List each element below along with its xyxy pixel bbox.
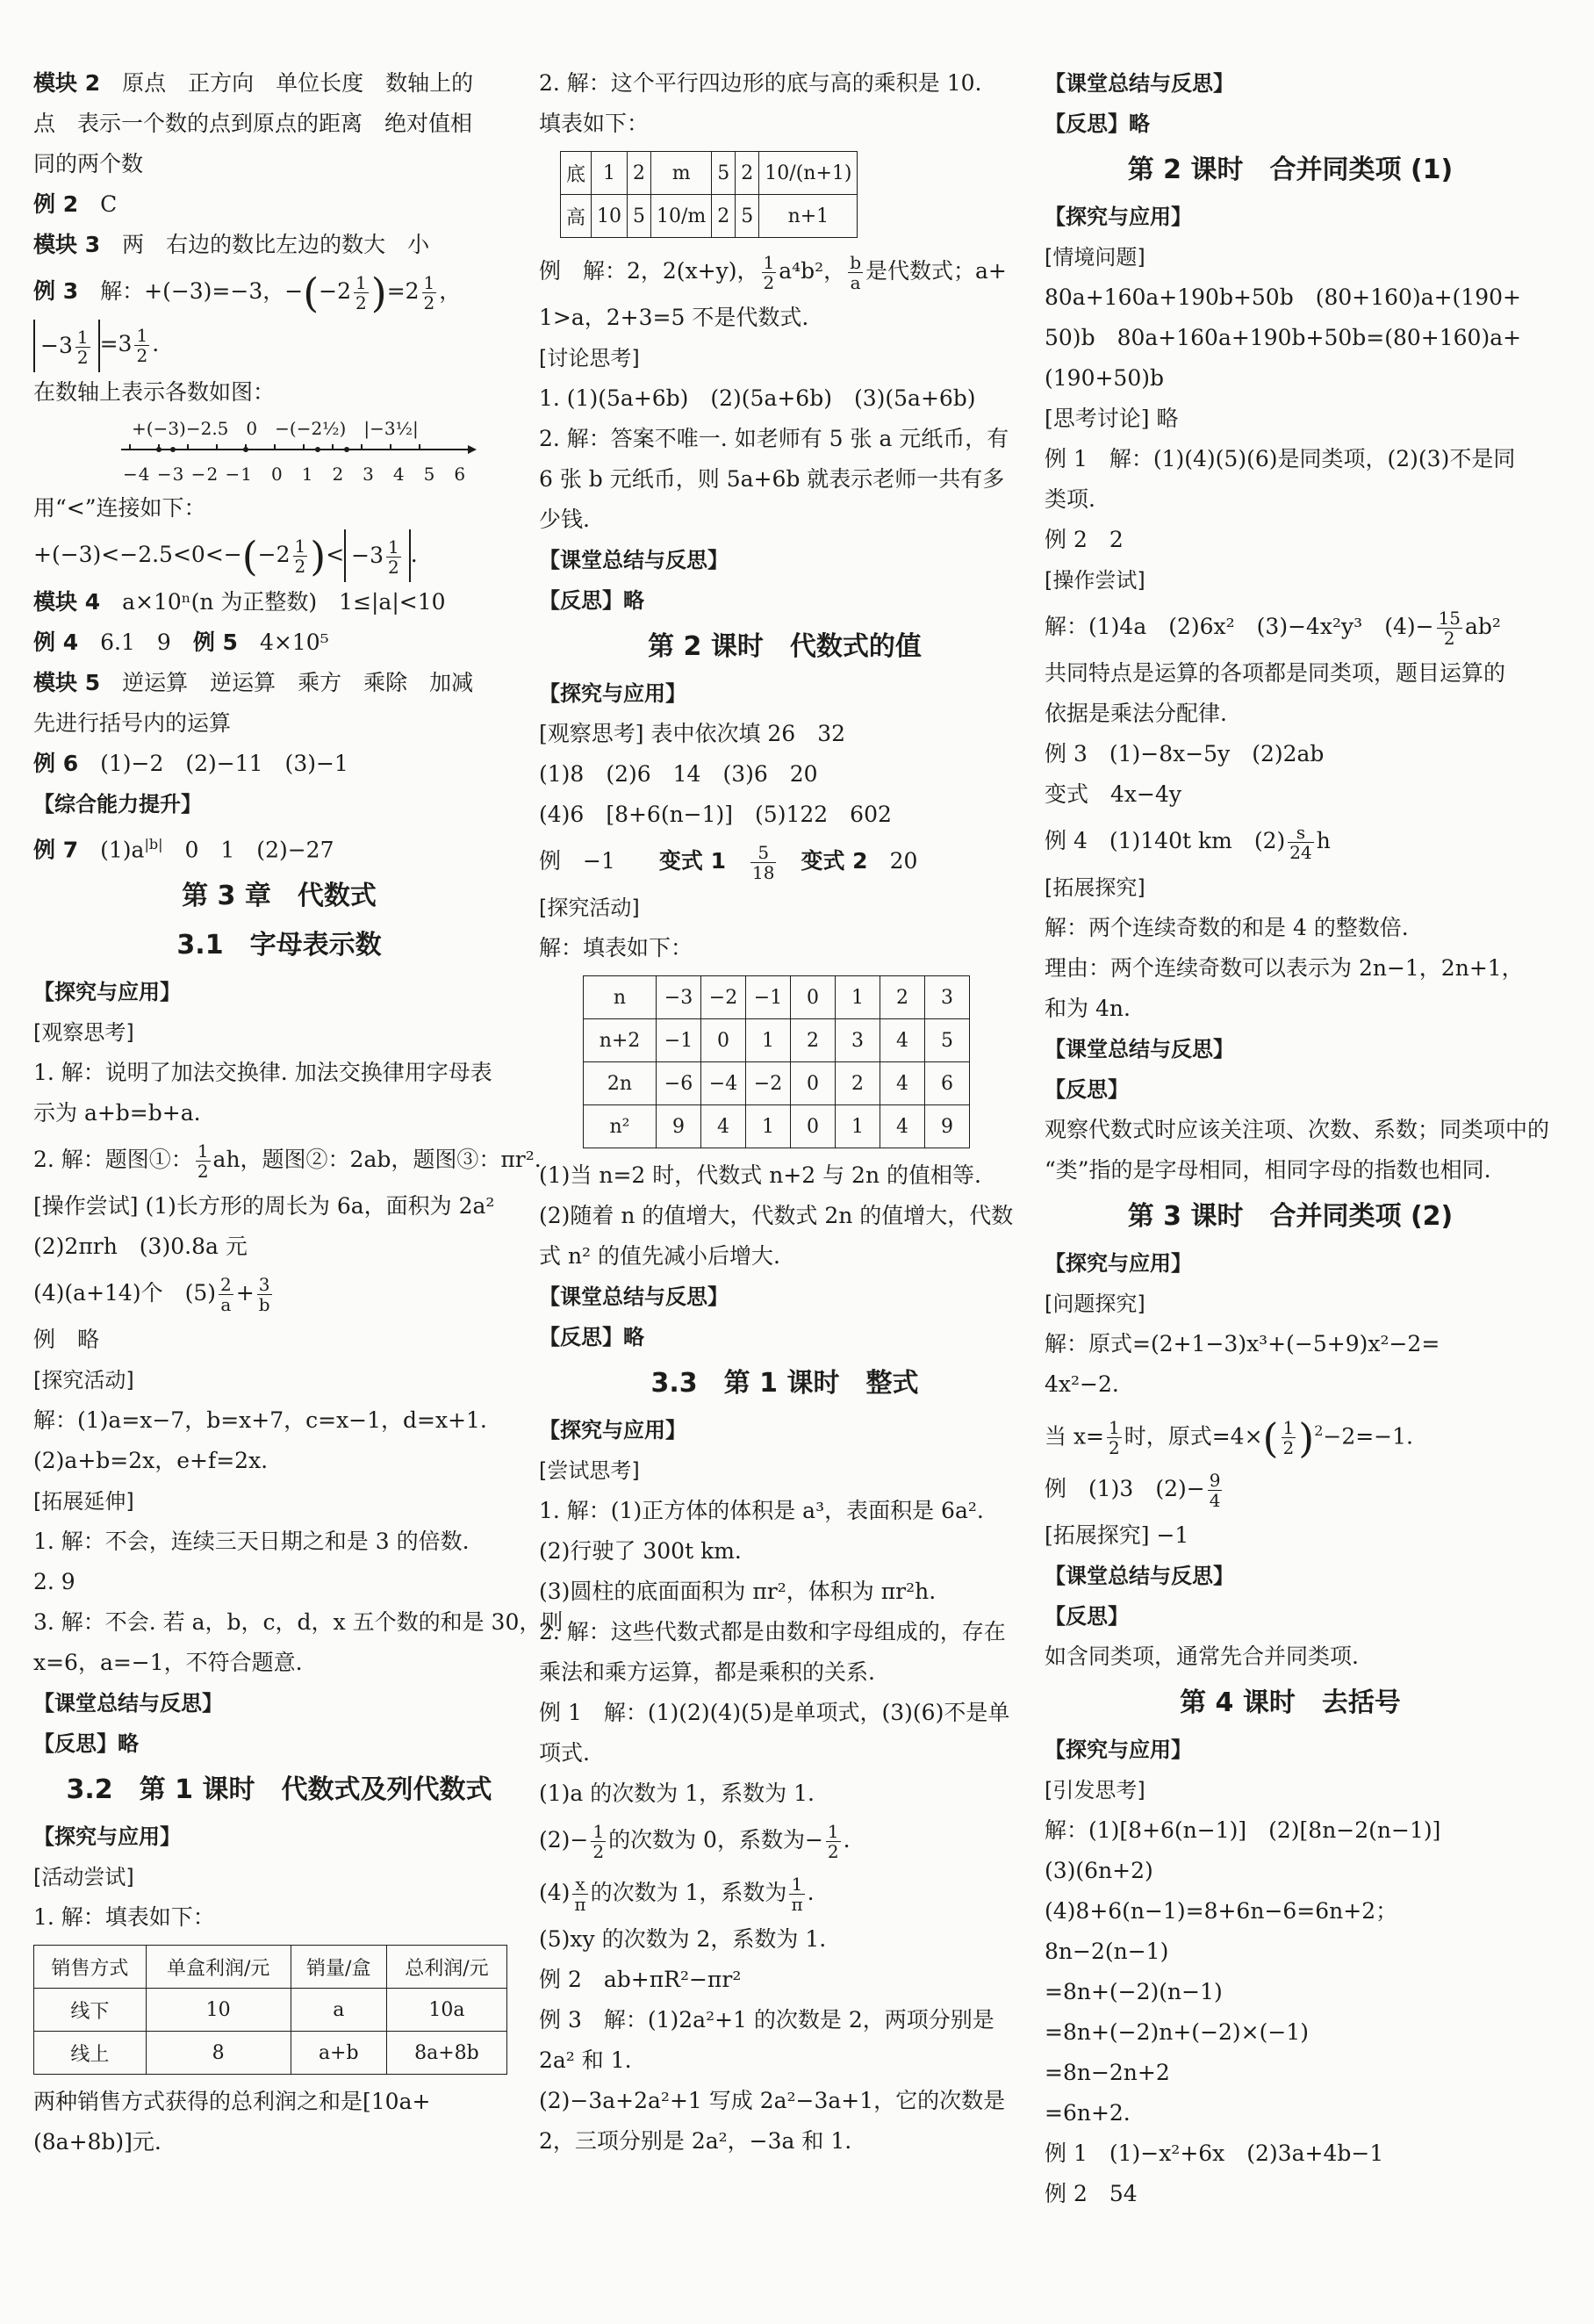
text-line: 3. 解：不会. 若 a，b，c，d，x 五个数的和是 30，则 [33, 1609, 564, 1636]
text-line: 80a+160a+190b+50b (80+160)a+(190+ [1045, 284, 1521, 310]
absolute-value: −3 $\frac{1}{2}$ [344, 529, 411, 582]
sub-bracket: [讨论思考] [539, 346, 640, 371]
table-row: 高 10 5 10/m 2 5 n+1 [561, 195, 858, 238]
fraction: $\frac{1}{2}$ [423, 272, 435, 313]
text-line: (2)−3a+2a²+1 写成 2a²−3a+1，它的次数是 [539, 2088, 1006, 2113]
sub-bracket: [观察思考] [33, 1020, 134, 1046]
text-line: 例 1 (1)−x²+6x (2)3a+4b−1 [1045, 2141, 1384, 2167]
text-line: =6n+2. [1045, 2100, 1131, 2126]
answer: 0 1 (2)−27 [184, 837, 334, 863]
text-line: 6 张 b 元纸币，则 5a+6b 就表示老师一共有多 [539, 466, 1005, 492]
text-line: 解：(1)[8+6(n−1)] (2)[8n−2(n−1)] [1045, 1817, 1441, 1844]
answer: (1)a [100, 837, 145, 863]
text-line: (2)随着 n 的值增大，代数式 2n 的值增大，代数 [539, 1203, 1014, 1228]
text-line: 例 2 2 [1045, 527, 1124, 552]
fraction: $\frac{1}{2}$ [197, 1140, 209, 1183]
text-line: 2a² 和 1. [539, 2047, 632, 2073]
text-line: 用“<”连接如下： [33, 494, 206, 521]
fraction: $\frac{2}{a}$ [220, 1274, 232, 1316]
fraction: $\frac{3}{b}$ [258, 1274, 270, 1316]
chapter-title: 第 3 章 代数式 [182, 881, 377, 912]
fraction: $\frac{5}{18}$ [752, 842, 775, 883]
text-line: (4)6 [8+6(n−1)] (5)122 602 [539, 802, 892, 827]
text-line: (1)8 (2)6 14 (3)6 20 [539, 761, 818, 787]
text-line: (2)− [539, 1827, 589, 1853]
fraction: $\frac{1}{2}$ [355, 272, 367, 313]
text-line: “类”指的是字母相同，相同字母的指数也相同. [1045, 1157, 1491, 1183]
text-line: (2)2πrh (3)0.8a 元 [33, 1234, 248, 1260]
example-label: 例 3 [33, 278, 79, 304]
section-bracket: 【课堂总结与反思】 [1045, 71, 1234, 96]
fraction: $\frac{b}{a}$ [850, 252, 861, 293]
example-label: 例 2 [33, 191, 79, 217]
column-right: 【课堂总结与反思】 【反思】略 第 2 课时 合并同类项 (1) 【探究与应用】 [情境问题] 80a+160a+190b+50b (80+160)a+(190+ 50)b 80a+160a+190b+50b=(80+160)a+ (190+50)b [思考讨论] 略 例 1 解：(1)(4)(5)(6)是同类项，(2)(3)不是同 类项. 例 2 2 [操作尝试] 解：(1)4a (2)6x² (3)−4x²y³ (4)− $\frac{15}{2}$ ab² 共同特点是运算的各项都是同类项，题目运算的 依据是乘法分配律. 例 3 (1)−8x−5y (2)2ab 变式 4x−4y 例 4 (1)140t km (2) $\frac{s}{24}$ h [拓展探究] 解：两个连续奇数的和是 4 的整数倍. 理由：两个连续奇数可以表示为 2n−1，2n+1， 和为 4n. 【课堂总结与反思】 【反思】 观察代数式时应该关注项、次数、系数；同类项中的 “类”指的是字母相同，相同字母的指数也相同. 第 3 课时 合并同类项 (2) 【探究与应用】 [问题探究] 解：原式=(2+1−3)x³+(−5+9)x²−2= 4x²−2. 当 x= $\frac{1}{2}$ 时，原式=4×( $\frac{1}{2}$ )$^2$−2=−1. 例 (1)3 (2)− $\frac{9}{4}$ [拓展探究] −1 【课堂总结与反思】 【反思】 如含同类项，通常先合并同类项. 第 4 课时 去括号 【探究与应用】 [引发思考] 解：(1)[8+6(n−1)] (2)[8n−2(n−1)] (3)(6n+2) (4)8+6(n−1)=8+6n−6=6n+2； 8n−2(n−1) =8n+(−2)(n−1) =8n+(−2)n+(−2)×(−1) =8n−2n+2 =6n+2. 例 1 (1)−x²+6x (2)3a+4b−1 例 2 54 [1045, 63, 1536, 2214]
example-label: 例 7 [33, 837, 79, 863]
text-line: (4)(a+14)个 (5) [33, 1280, 216, 1306]
fraction: $\frac{1}{2}$ [827, 1821, 839, 1862]
text-line: 2. 解：这个平行四边形的底与高的乘积是 10. [539, 70, 982, 96]
text-line: 同的两个数 [33, 151, 144, 176]
text-line: 时，原式=4× [1124, 1423, 1263, 1450]
section-title: 第 2 课时 合并同类项 (1) [1127, 155, 1454, 185]
fraction: $\frac{1}{2}$ [1109, 1417, 1120, 1459]
text-line: 填表如下： [539, 111, 650, 136]
answer: 6.1 9 [100, 630, 171, 655]
fraction: $\frac{1}{2}$ [763, 252, 775, 293]
text-line: 例 3 (1)−8x−5y (2)2ab [1045, 741, 1325, 766]
section-title: 3.1 字母表示数 [176, 930, 382, 961]
text-line: (3)(6n+2) [1045, 1858, 1153, 1884]
section-bracket: 【课堂总结与反思】 [1045, 1037, 1234, 1061]
column-middle: 2. 解：这个平行四边形的底与高的乘积是 10. 填表如下： 底 1 2 m 5 2 10/(n+1) 高 10 5 10/m 2 5 n+1 例 解：2，2(x+y)， $\frac{1}{2}$ a⁴b²， $\frac{b}{a}$ 是代数式；a+ 1>a，2+3=5 不是代数式. [讨论思考] 1. (1)(5a+6b) (2)(5a+6b) (3)(5a+6b) 2. 解：答案不唯一. 如老师有 5 张 a 元纸币，有 6 张 b 元纸币，则 5a+6b 就表示老师一共有多 少钱. 【课堂总结与反思】 【反思】略 第 2 课时 代数式的值 【探究与应用】 [观察思考] 表中依次填 26 32 (1)8 (2)6 14 (3)6 20 (4)6 [8+6(n−1)] (5)122 602 例 −1 变式 1 $\frac{5}{18}$ 变式 2 20 [探究活动] 解：填表如下： n −3 −2 −1 0 1 2 3 n+2 −1 0 1 2 3 4 5 2n −6 −4 −2 0 2 4 6 n² 9 4 1 0 1 4 9 (1)当 n=2 时，代数式 n+2 与 2n 的值相等. (2)随着 n 的值增大，代数式 2n 的值增大，代数 式 n² 的值先减小后增大. 【课堂总结与反思】 【反思】略 3.3 第 1 课时 整式 【探究与应用】 [尝试思考] 1. 解：(1)正方体的体积是 a³，表面积是 6a². (2)行驶了 300t km. (3)圆柱的底面面积为 πr²，体积为 πr²h. 2. 解：这些代数式都是由数和字母组成的，存在 乘法和乘方运算，都是乘积的关系. 例 1 解：(1)(2)(4)(5)是单项式，(3)(6)不是单 项式. (1)a 的次数为 1，系数为 1. (2)− $\frac{1}{2}$ 的次数为 0，系数为− $\frac{1}{2}$ . (4) $\frac{x}{\pi}$ 的次数为 1，系数为 $\frac{1}{\pi}$ . (5)xy 的次数为 2，系数为 1. 例 2 ab+πR²−πr² 例 3 解：(1)2a²+1 的次数是 2，两项分别是 2a² 和 1. (2)−3a+2a²+1 写成 2a²−3a+1，它的次数是 2，三项分别是 2a²，−3a 和 1. [539, 63, 1030, 2162]
sub-bracket: [问题探究] [1045, 1292, 1145, 1316]
text-line: 2. 解：题图①： [33, 1147, 193, 1173]
module-label: 模块 4 [33, 589, 101, 615]
text-line: 解：(1)4a (2)6x² (3)−4x²y³ (4)− [1045, 614, 1434, 639]
text-line: 共同特点是运算的各项都是同类项，题目运算的 [1045, 660, 1506, 686]
absolute-value: −3 $\frac{1}{2}$ [33, 320, 100, 372]
text-line: 项式. [539, 1740, 590, 1766]
text-line: 1. 解：(1)正方体的体积是 a³，表面积是 6a². [539, 1498, 984, 1523]
n-values-table [583, 975, 970, 1148]
text-line: 类项. [1045, 486, 1095, 512]
text-line: =3 [99, 331, 133, 356]
section-title: 第 3 课时 合并同类项 (2) [1127, 1201, 1454, 1232]
number-line-ticks: −4 −3 −2 −1 0 1 2 3 4 5 6 [123, 463, 467, 485]
sub-bracket: [探究活动] [539, 896, 640, 920]
text-line: a⁴b²， [779, 258, 846, 284]
text-line: 1>a，2+3=5 不是代数式. [539, 305, 809, 330]
text-line: 例 1 解：(1)(2)(4)(5)是单项式，(3)(6)不是单 [539, 1700, 1010, 1725]
sub-bracket: [情境问题] [1045, 245, 1145, 270]
text-line: 当 x= [1045, 1423, 1104, 1450]
text-line: 1. 解：不会，连续三天日期之和是 3 的倍数. [33, 1529, 470, 1555]
text-line: 例 1 解：(1)(4)(5)(6)是同类项，(2)(3)不是同 [1045, 446, 1516, 471]
text-line: 4x²−2. [1045, 1371, 1119, 1397]
section-bracket: 【反思】 [1045, 1077, 1129, 1102]
answer: 20 [889, 848, 918, 874]
fraction: $\frac{1}{2}$ [592, 1821, 605, 1862]
text-line: (4)8+6(n−1)=8+6n−6=6n+2； [1045, 1898, 1398, 1925]
text-line: 是代数式；a+ [865, 258, 1007, 284]
text-line: 1. (1)(5a+6b) (2)(5a+6b) (3)(5a+6b) [539, 385, 976, 411]
table-row: 线下 10 a 10a [34, 1989, 507, 2032]
sub-bracket: [活动尝试] [33, 1865, 134, 1890]
text-line: 例 4 (1)140t km (2) [1045, 828, 1286, 853]
example-label: 例 4 [33, 630, 79, 655]
section-bracket: 【探究与应用】 [33, 1824, 181, 1850]
table-row: n+2 −1 0 1 2 3 4 5 [584, 1019, 970, 1062]
number-line-labels: +(−3)−2.5 0 −(−2½) |−3½| [132, 417, 419, 439]
variant-label: 变式 1 [658, 848, 726, 874]
section-bracket: 【探究与应用】 [1045, 1738, 1192, 1763]
text-line: (1)a 的次数为 1，系数为 1. [539, 1781, 815, 1806]
text-line: 理由：两个连续奇数可以表示为 2n−1，2n+1， [1045, 955, 1524, 981]
text-line: 示为 a+b=b+a. [33, 1100, 201, 1126]
text-line: 例 3 解：(1)2a²+1 的次数是 2，两项分别是 [539, 2007, 994, 2033]
text-line: =8n+(−2)(n−1) [1045, 1979, 1223, 2005]
sub-bracket: [尝试思考] [539, 1458, 640, 1483]
text-line: (3)圆柱的底面面积为 πr²，体积为 πr²h. [539, 1579, 937, 1604]
text-line: 如含同类项，通常先合并同类项. [1045, 1644, 1359, 1670]
text-line: 2. 解：这些代数式都是由数和字母组成的，存在 [539, 1619, 1006, 1644]
fraction: $\frac{1}{2}$ [136, 325, 148, 366]
text-line: [观察思考] 表中依次填 26 32 [539, 721, 846, 746]
text-line: (1)当 n=2 时，代数式 n+2 与 2n 的值相等. [539, 1162, 981, 1188]
table-row: 线上 8 a+b 8a+8b [34, 2032, 507, 2075]
table-row: n² 9 4 1 0 1 4 9 [584, 1105, 970, 1148]
section-bracket: 【综合能力提升】 [33, 792, 202, 817]
text-line: 解：+(−3)=−3，− [100, 278, 304, 304]
text-line: 解：原式=(2+1−3)x³+(−5+9)x²−2= [1045, 1331, 1440, 1356]
answer: (1)−2 (2)−11 (3)−1 [100, 751, 348, 776]
text-line: (2)a+b=2x，e+f=2x. [33, 1448, 269, 1474]
text-line: 8n−2(n−1) [1045, 1939, 1169, 1965]
text-line: 的次数为 0，系数为− [608, 1827, 823, 1853]
text-line: [思考讨论] 略 [1045, 406, 1179, 431]
parallelogram-table [560, 151, 858, 238]
text-line: 例 略 [33, 1327, 100, 1353]
section-bracket: 【课堂总结与反思】 [539, 1284, 729, 1309]
text-line: +(−3)<−2.5<0<− [33, 541, 242, 567]
column-left: 模块 2 原点 正方向 单位长度 数轴上的 点 表示一个数的点到原点的距离 绝对值相 同的两个数 例 2 C 模块 3 两 右边的数比左边的数大 小 例 3 解：+(−3)=−3，−(−2 $\frac{1}{2}$ )=2 $\frac{1}{2}$ ， −3 $\frac{1}{2}$ =3 $\frac{1}{2}$ . 在数轴上表示各数如图： +(−3)−2.5 0 −(−2½) |−3½| −4 −3 −2 −1 0 1 2 3 4 5 6 用“<”连接如下： +(−3)<−2.5<0<−(−2 $\frac{1}{2}$ )< −3 $\frac{1}{2}$ . 模块 4 a×10ⁿ(n 为正整数) 1≤|a|<10 例 4 6.1 9 例 5 4×10⁵ 模块 5 逆运算 逆运算 乘方 乘除 加减 先进行括号内的运算 例 6 (1)−2 (2)−11 (3)−1 【综合能力提升】 例 7 $(1)a^{|b|}$ 0 1 (2)−27 第 3 章 代数式 3.1 字母表示数 【探究与应用】 [观察思考] 1. 解：说明了加法交换律. 加法交换律用字母表 示为 a+b=b+a. 2. 解：题图①： $\frac{1}{2}$ ah，题图②：2ab，题图③：πr². [操作尝试] (1)长方形的周长为 6a，面积为 2a² (2)2πrh (3)0.8a 元 (4)(a+14)个 (5) $\frac{2}{a}$ + $\frac{3}{b}$ 例 略 [探究活动] 解：(1)a=x−7，b=x+7，c=x−1，d=x+1. (2)a+b=2x，e+f=2x. [拓展延伸] 1. 解：不会，连续三天日期之和是 3 的倍数. 2. 9 3. 解：不会. 若 a，b，c，d，x 五个数的和是 30，则 x=6，a=−1，不符合题意. 【课堂总结与反思】 【反思】略 3.2 第 1 课时 代数式及列代数式 【探究与应用】 [活动尝试] 1. 解：填表如下： 销售方式 单盒利润/元 销量/盒 总利润/元 线下 10 a 10a 线上 8 a+b 8a+8b 两种销售方式获得的总利润之和是[10a+ (8a+8b)]元. [33, 63, 525, 2162]
section-bracket: 【反思】略 [1045, 112, 1150, 136]
section-title: 第 2 课时 代数式的值 [648, 631, 922, 662]
text-line: 乘法和乘方运算，都是乘积的关系. [539, 1659, 875, 1685]
section-title: 3.2 第 1 课时 代数式及列代数式 [66, 1774, 492, 1806]
sub-bracket: [引发思考] [1045, 1778, 1145, 1803]
section-bracket: 【反思】略 [33, 1731, 139, 1757]
text-line: a×10ⁿ(n 为正整数) 1≤|a|<10 [122, 589, 446, 615]
number-line [33, 413, 525, 488]
text-line: 例 2 ab+πR²−πr² [539, 1967, 742, 1992]
fraction: $\frac{1}{\pi}$ [791, 1874, 803, 1915]
section-bracket: 【探究与应用】 [1045, 1251, 1192, 1276]
text-line: 逆运算 逆运算 乘方 乘除 加减 [122, 670, 474, 695]
text-line: 例 2 54 [1045, 2181, 1138, 2207]
example-label: 例 5 [192, 630, 238, 655]
text-line: 两种销售方式获得的总利润之和是[10a+ [33, 2089, 431, 2115]
text-line: 依据是乘法分配律. [1045, 701, 1227, 726]
text-line: 1. 解：填表如下： [33, 1904, 215, 1931]
example-label: 例 6 [33, 751, 79, 776]
text-line: (5)xy 的次数为 2，系数为 1. [539, 1926, 827, 1952]
text-line: x=6，a=−1，不符合题意. [33, 1650, 303, 1676]
text-line: 例 (1)3 (2)− [1045, 1476, 1205, 1502]
section-bracket: 【探究与应用】 [1045, 205, 1192, 229]
text-line: 变式 4x−4y [1045, 781, 1181, 807]
section-bracket: 【反思】 [1045, 1604, 1129, 1630]
text-line: (190+50)b [1045, 365, 1164, 391]
module-label: 模块 2 [33, 70, 101, 96]
text-line: 和为 4n. [1045, 996, 1131, 1021]
table-row: 2n −6 −4 −2 0 2 4 6 [584, 1062, 970, 1105]
variant-label: 变式 2 [801, 848, 868, 874]
section-bracket: 【反思】略 [539, 1325, 644, 1349]
text-line: 点 表示一个数的点到原点的距离 绝对值相 [33, 111, 473, 136]
table-row: 底 1 2 m 5 2 10/(n+1) [561, 152, 858, 195]
text-line: −2=−1. [1323, 1423, 1413, 1450]
table-header-row: 销售方式 单盒利润/元 销量/盒 总利润/元 [34, 1946, 507, 1989]
text-line: 解：填表如下： [539, 935, 693, 961]
fraction: $\frac{s}{24}$ [1289, 822, 1312, 863]
section-bracket: 【课堂总结与反思】 [539, 548, 729, 572]
text-line: 先进行括号内的运算 [33, 710, 232, 736]
text-line: 少钱. [539, 507, 590, 532]
text-line: 原点 正方向 单位长度 数轴上的 [122, 70, 474, 96]
text-line: 例 解：2，2(x+y)， [539, 258, 759, 284]
section-title: 第 4 课时 去括号 [1180, 1687, 1401, 1719]
section-bracket: 【课堂总结与反思】 [1045, 1564, 1234, 1589]
text-line: 2. 9 [33, 1569, 75, 1595]
text-line: (8a+8b)]元. [33, 2129, 162, 2155]
module-label: 模块 3 [33, 232, 101, 257]
text-line: ab² [1465, 614, 1501, 639]
text-line: 观察代数式时应该关注项、次数、系数；同类项中的 [1045, 1117, 1550, 1142]
text-line: 两 右边的数比左边的数大 小 [122, 232, 430, 257]
text-line: (4) [539, 1880, 571, 1905]
section-bracket: 【探究与应用】 [539, 681, 686, 706]
text-line: ah，题图②：2ab，题图③：πr². [212, 1147, 542, 1173]
text-line: h [1316, 828, 1331, 853]
text-line: 2. 解：答案不唯一. 如老师有 5 张 a 元纸币，有 [539, 426, 1009, 451]
text-line: 2，三项分别是 2a²，−3a 和 1. [539, 2128, 852, 2154]
text-line: 解：两个连续奇数的和是 4 的整数倍. [1045, 915, 1409, 940]
text-line: 的次数为 1，系数为 [590, 1880, 787, 1905]
text-line: 例 −1 [539, 848, 637, 874]
sub-bracket: [操作尝试] [1045, 568, 1145, 593]
text-line: 50)b 80a+160a+190b+50b=(80+160)a+ [1045, 325, 1522, 350]
module-label: 模块 5 [33, 670, 101, 695]
text-line: 解：(1)a=x−7，b=x+7，c=x−1，d=x+1. [33, 1407, 487, 1434]
text-line: (2)行驶了 300t km. [539, 1538, 742, 1564]
text-line: −2 [319, 278, 351, 304]
sub-bracket: [拓展探究] [1045, 875, 1145, 900]
sales-table [33, 1945, 507, 2075]
superscript: |b| [144, 836, 163, 853]
text-line: =8n−2n+2 [1045, 2060, 1170, 2086]
sub-bracket: [探究活动] [33, 1368, 134, 1393]
table-row: n −3 −2 −1 0 1 2 3 [584, 976, 970, 1019]
text-line: [操作尝试] (1)长方形的周长为 6a，面积为 2a² [33, 1193, 495, 1220]
fraction: $\frac{x}{\pi}$ [574, 1874, 586, 1915]
text-line: 式 n² 的值先减小后增大. [539, 1243, 780, 1269]
section-bracket: 【课堂总结与反思】 [33, 1691, 223, 1716]
answer: C [100, 191, 118, 217]
section-bracket: 【探究与应用】 [539, 1418, 686, 1443]
answer: 4×10⁵ [259, 630, 329, 655]
text-line: 1. 解：说明了加法交换律. 加法交换律用字母表 [33, 1060, 492, 1086]
section-title: 3.3 第 1 课时 整式 [650, 1368, 919, 1399]
text-line: =8n+(−2)n+(−2)×(−1) [1045, 2019, 1309, 2046]
text-line: =2 [386, 278, 420, 304]
fraction: $\frac{15}{2}$ [1438, 608, 1461, 649]
fraction: $\frac{1}{2}$ [1282, 1417, 1295, 1459]
text-line: 在数轴上表示各数如图： [33, 378, 276, 405]
fraction: $\frac{9}{4}$ [1209, 1470, 1221, 1512]
section-bracket: 【探究与应用】 [33, 980, 181, 1005]
text-line: [拓展探究] −1 [1045, 1522, 1189, 1549]
sub-bracket: [拓展延伸] [33, 1489, 134, 1515]
section-bracket: 【反思】略 [539, 588, 644, 613]
